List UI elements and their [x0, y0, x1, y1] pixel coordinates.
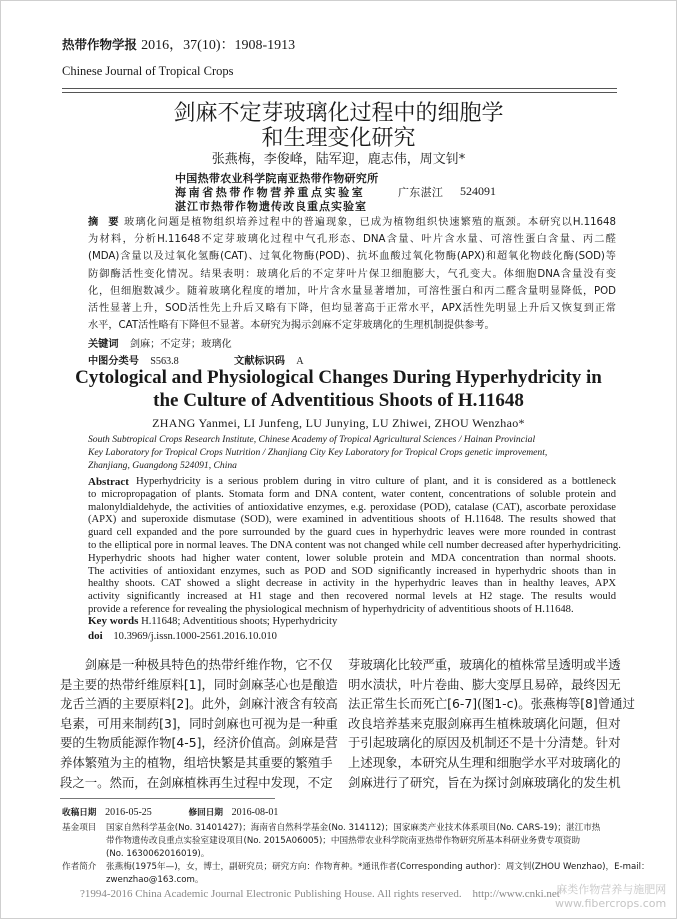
body-text-line: 皂素，可用来制药[3]，同时剑麻也可视为是一种重 — [60, 715, 338, 731]
body-text-line: 段之一。然而，在剑麻植株再生过程中发现，不定 — [60, 774, 333, 790]
abstract-en-line: Hyperhydricity is a serious problem during in vitro culture of plant, and it is considered as a bottleneck — [136, 476, 616, 487]
clc-value: S563.8 — [150, 356, 179, 367]
author-info-line-2: zwenzhao@163.com。 — [106, 875, 204, 885]
journal-citation: 2016，37(10)：1908-1913 — [141, 38, 296, 53]
abstract-en-line: to the elliptical pore in normal leaves. The DNA content was not changed while cell number decreased after hyperhydriciting. — [88, 540, 621, 551]
abstract-cn-line: (MDA)含量以及过氧化氢酶(CAT)、过氧化物酶(POD)、抗坏血酸过氧化物酶(APX)和超氧化物歧化酶(SOD)等 — [88, 251, 616, 263]
abstract-en-line: activity significantly increased at H1 stage and then recovered normal levels at H2 stage. The results would — [88, 591, 616, 603]
body-text-line: 要的生物质能源作物[4-5]，经济价值高。剑麻是营 — [60, 735, 338, 751]
affiliation-en-1: South Subtropical Crops Research Institute, Chinese Academy of Tropical Agricultural Sciences / Hainan Provincial — [88, 434, 536, 445]
abstract-cn-line: 活性显著上升，SOD活性先上升后又略有下降，但均显著高于正常水平，APX活性先明显上升后又恢复到正常 — [88, 303, 616, 314]
watermark-line-1: 麻类作物营养与施肥网 — [556, 883, 667, 896]
doc-code-value: A — [296, 356, 304, 367]
abstract-cn-line: 水平，CAT活性略有下降但不显著。本研究为揭示剑麻不定芽玻璃化的生理机制提供参考。 — [88, 320, 495, 332]
abstract-en-line: malonyldialdehyde, the activities of antioxidative enzymes, e.g. peroxidase (POD), catalase (CAT), ascorbate peroxidase — [88, 501, 616, 513]
body-text-line: 芽玻璃化比较严重，玻璃化的植株常呈透明或半透 — [348, 657, 621, 672]
affiliation-cn-1: 中国热带农业科学院南亚热带作物研究所 — [175, 172, 379, 185]
footnote-rule — [60, 798, 275, 799]
received-label: 收稿日期 — [62, 808, 97, 818]
abstract-en-line: healthy shoots. CAT showed a slight decrease in activity in the hyperhydric leaves than in healthy leaves, APX — [88, 578, 616, 590]
doi-value: 10.3969/j.issn.1000-2561.2016.10.010 — [113, 631, 277, 642]
abstract-cn-line: 防御酶活性变化情况。结果表明：玻璃化后的不定芽叶片保卫细胞膨大，气孔变大。体细胞DNA含量没有变 — [88, 268, 616, 280]
authors-cn: 张燕梅，李俊峰，陆军迎，鹿志伟，周文钊* — [211, 152, 466, 167]
body-text-line: 法正常生长而死亡[6-7](图1-c)。张燕梅等[8]曾通过 — [348, 696, 635, 712]
title-en-line-1: Cytological and Physiological Changes During Hyperhydricity in — [75, 367, 602, 388]
journal-name-cn: 热带作物学报 — [62, 37, 138, 52]
keywords-en-label: Key words — [88, 615, 139, 627]
header-rule — [62, 88, 617, 93]
title-cn-line-1: 剑麻不定芽玻璃化过程中的细胞学 — [173, 101, 504, 126]
affiliation-en-2: Key Laboratory for Tropical Crops Nutrition / Zhanjiang City Key Laboratory for Tropical Crops genetic improvement, — [88, 447, 548, 458]
affiliation-postcode: 524091 — [460, 184, 496, 198]
revised-date: 2016-08-01 — [231, 807, 279, 818]
fund-line-3: (No. 1630062016019)。 — [106, 849, 210, 859]
clc-label: 中图分类号 — [88, 356, 139, 367]
body-text-line: 上述现象，本研究从生理和细胞学水平对玻璃化的 — [348, 755, 621, 770]
doi-label: doi — [88, 630, 103, 642]
affiliation-cn-2: 海南省热带作物营养重点实验室 — [175, 186, 366, 199]
copyright-footer: ?1994-2016 China Academic Journal Electronic Publishing House. All rights reserved. http://www.cnki.net — [80, 888, 560, 900]
affiliation-location: 广东湛江 — [398, 186, 444, 199]
abstract-en-line: Hyperhydric shoots had higher water content, lower soluble protein and MDA concentration than normal shoots. — [88, 552, 616, 564]
abstract-cn-line: 化，但细胞数减少。随着玻璃化程度的增加，叶片含水量显著增加，可溶性蛋白和丙二醛含量明显降低，POD — [88, 285, 616, 297]
watermark-line-2: www.fibercrops.com — [555, 897, 667, 910]
abstract-en-line: guard cell expanded and the pore surrounded by the guard cues in hyperhydric leaves were more rounded in contrast — [88, 527, 616, 539]
abstract-en-line: to micropropagation of plants. Stomata form and DNA content, water content, concentrations of soluble protein and — [88, 488, 616, 500]
body-text-line: 是主要的热带纤维原料[1]，同时剑麻茎心也是酿造 — [60, 676, 338, 692]
abstract-en-line: The activities of antioxidant enzymes, such as POD and SOD significantly increased in hyperhydric shoots than in — [88, 565, 616, 577]
journal-header — [62, 34, 295, 54]
abstract-en-line: provide a reference for revealing the physiological mechnism of hyperhydricity of adventitious shoots of H.11648. — [88, 604, 574, 615]
keywords-cn-label: 关键词 — [88, 339, 119, 350]
watermark — [555, 883, 666, 911]
body-text-line: 剑麻是一种极具特色的热带纤维作物，它不仅 — [60, 657, 333, 672]
body-text-line: 改良培养基来克服剑麻再生植株玻璃化问题，但对 — [348, 715, 621, 731]
keywords-en: H.11648; Adventitious shoots; Hyperhydricity — [141, 616, 338, 627]
journal-name-en: Chinese Journal of Tropical Crops — [62, 64, 234, 78]
affiliation-en-3: Zhanjiang, Guangdong 524091, China — [88, 460, 237, 471]
body-text-line: 龙舌兰酒的主要原料[2]。此外，剑麻汁液含有较高 — [60, 696, 338, 712]
doc-code-label: 文献标识码 — [234, 356, 285, 367]
title-en-line-2: the Culture of Adventitious Shoots of H.11648 — [153, 390, 524, 411]
abstract-en-line: (APX) and superoxide dismutase (SOD), were examined in adventitious shoots of H.11648. The results showed that — [88, 514, 616, 526]
title-cn-line-2: 和生理变化研究 — [261, 126, 416, 151]
fund-line-1: 国家自然科学基金(No. 31401427)；海南省自然科学基金(No. 314112)；国家麻类产业技术体系项目(No. CARS-19)；湛江市热 — [106, 823, 601, 833]
affiliation-cn-3: 湛江市热带作物遗传改良重点实验室 — [175, 200, 367, 213]
revised-label: 修回日期 — [188, 808, 223, 818]
keywords-cn: 剑麻；不定芽；玻璃化 — [129, 339, 232, 350]
fund-line-2: 带作物遗传改良重点实验室建设项目(No. 2015A06005)；中国热带农业科学院南亚热带作物研究所基本科研业务费专项资助 — [106, 836, 581, 846]
body-text-line: 养体繁殖为主的植物，组培快繁是其重要的繁殖手 — [60, 755, 333, 770]
body-text-line: 明水渍状，叶片卷曲、膨大变厚且易碎，最终因无 — [348, 676, 621, 692]
author-info-label: 作者简介 — [62, 862, 97, 872]
fund-label: 基金项目 — [62, 823, 97, 833]
received-date: 2016-05-25 — [105, 807, 152, 818]
body-text-line: 于引起玻璃化的原因及机制还不是十分清楚。针对 — [348, 735, 621, 751]
authors-en: ZHANG Yanmei, LI Junfeng, LU Junying, LU Zhiwei, ZHOU Wenzhao* — [152, 416, 525, 430]
abstract-cn-line: 为材料，分析H.11648不定芽玻璃化过程中气孔形态、DNA含量、叶片含水量、可溶性蛋白含量、丙二醛 — [88, 234, 616, 246]
author-info-line-1: 张燕梅(1975年—)，女，博士，副研究员；研究方向：作物育种。*通讯作者(Corresponding author)：周文钊(ZHOU Wenzhao)，E-mail： — [106, 862, 650, 872]
abstract-cn-label: 摘 要 — [88, 217, 119, 228]
abstract-en-label: Abstract — [88, 476, 129, 488]
abstract-cn-line: 玻璃化问题是植物组织培养过程中的普遍现象，已成为植物组织快速繁殖的瓶颈。本研究以H.11648 — [124, 217, 616, 228]
body-text-line: 剑麻进行了研究，旨在为探讨剑麻玻璃化的发生机 — [348, 774, 621, 790]
